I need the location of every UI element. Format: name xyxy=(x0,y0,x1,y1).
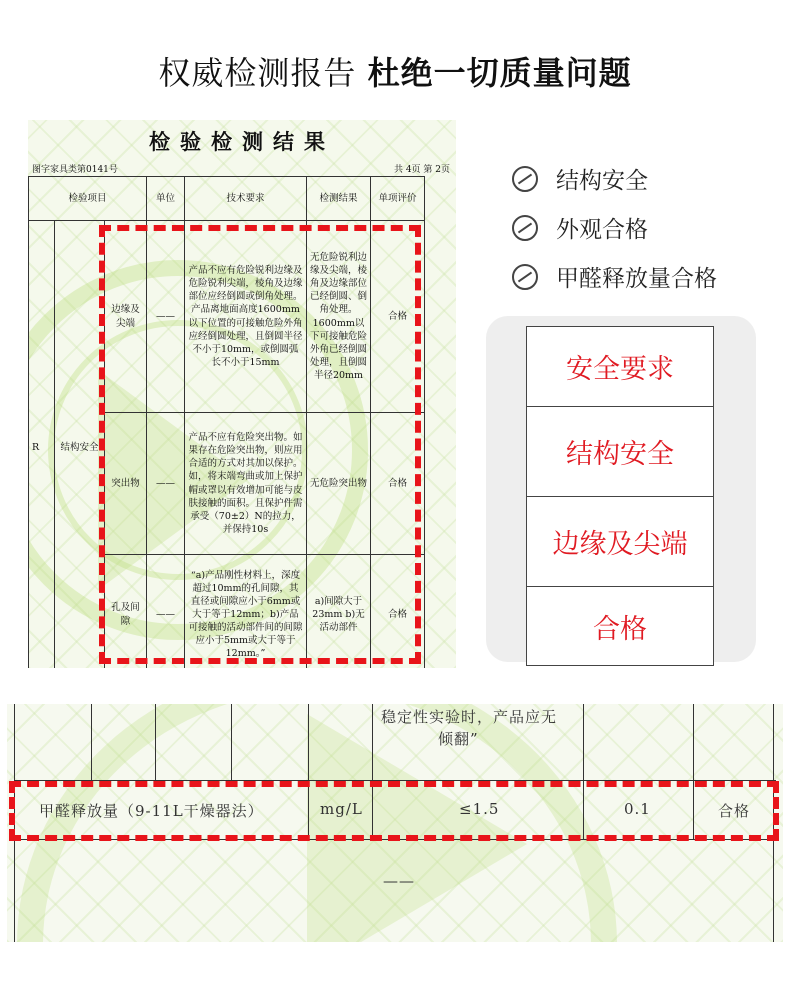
slashed-circle-icon xyxy=(512,264,538,290)
group-label: 结构安全 xyxy=(55,221,105,669)
unit-cell: —— xyxy=(147,221,185,413)
item-label: 孔及间隙 xyxy=(105,555,147,669)
requirement-cell: ≤1.5 xyxy=(459,800,500,818)
summary-cell: 安全要求 xyxy=(527,327,713,407)
summary-cell: 结构安全 xyxy=(527,407,713,497)
report-page-info: 共 4页 第 2页 xyxy=(393,165,450,175)
table-gridline xyxy=(231,704,232,780)
checklist-label: 甲醛释放量合格 xyxy=(556,266,717,292)
highlight-frame-top xyxy=(99,225,421,664)
requirement-cell: “a)产品刚性材料上，深度超过10mm的孔间隙，其直径或间隙应小于6mm或大于等于12mm；b)产品可接触的活动部件间的间隙应小于5mm或大于等于12mm。” xyxy=(185,555,307,669)
table-gridline xyxy=(155,704,156,780)
checklist-item xyxy=(512,154,717,203)
empty-dash-cell: —— xyxy=(383,872,415,890)
slashed-circle-icon xyxy=(512,215,538,241)
evaluation-cell: 合格 xyxy=(371,221,425,413)
result-cell: 0.1 xyxy=(624,800,651,818)
highlight-frame-bottom xyxy=(9,781,779,841)
evaluation-cell: 合格 xyxy=(718,802,751,820)
table-gridline xyxy=(91,704,92,780)
report-number: 图字家具类第0141号 xyxy=(32,165,118,175)
requirement-cell: 产品不应有危险突出物。如果存在危险突出物，则应用合适的方式对其加以保护。如，将末端弯曲或加上保护帽或罩以有效增加可能与皮肤接触的面积。且保护件需承受（70±2）N的拉力，并保持10s xyxy=(185,413,307,555)
prior-row-text: 倾翻” xyxy=(438,730,479,748)
summary-box xyxy=(526,326,714,666)
summary-cell: 边缘及尖端 xyxy=(527,497,713,587)
header-unit: 单位 xyxy=(147,177,185,221)
unit-cell: mg/L xyxy=(320,800,363,818)
header-evaluation: 单项评价 xyxy=(371,177,425,221)
checklist-item xyxy=(512,252,717,301)
checklist xyxy=(512,154,717,301)
headline-part-2: 杜绝一切质量问题 xyxy=(367,54,632,92)
unit-cell: —— xyxy=(147,555,185,669)
header-result: 检测结果 xyxy=(307,177,371,221)
slashed-circle-icon xyxy=(512,166,538,192)
headline-part-1: 权威检测报告 xyxy=(158,54,357,92)
evaluation-cell: 合格 xyxy=(371,555,425,669)
item-label: 突出物 xyxy=(105,413,147,555)
prior-row-text: 稳定性实验时，产品应无 xyxy=(381,708,558,726)
unit-cell: —— xyxy=(147,413,185,555)
evaluation-cell: 合格 xyxy=(371,413,425,555)
result-cell: 无危险锐利边缘及尖端，棱角及边缘部位已经倒圆、倒角处理。1600mm以下可接触危险外角已经倒圆处理，且倒圆半径20mm xyxy=(307,221,371,413)
checklist-label: 结构安全 xyxy=(556,168,648,194)
result-cell: 无危险突出物 xyxy=(307,413,371,555)
row-marker: R xyxy=(29,221,55,669)
page-headline xyxy=(0,48,790,94)
result-cell: a)间隙大于23mm b)无活动部件 xyxy=(307,555,371,669)
requirement-cell: 产品不应有危险锐利边缘及危险锐利尖端，棱角及边缘部位应经倒圆或倒角处理。产品离地面高度1600mm以下位置的可接触危险外角应经倒圆处理，且倒圆半径不小于10mm，或倒圆弧长不小于15mm xyxy=(185,221,307,413)
summary-cell: 合格 xyxy=(593,613,647,645)
report-title: 检验检测结果 xyxy=(149,129,335,154)
header-item: 检验项目 xyxy=(29,177,147,221)
checklist-label: 外观合格 xyxy=(556,217,648,243)
table-header-row xyxy=(29,177,425,221)
header-requirement: 技术要求 xyxy=(185,177,307,221)
item-label: 边缘及尖端 xyxy=(105,221,147,413)
item-label: 甲醛释放量（9-11L干燥器法） xyxy=(39,802,264,820)
checklist-item xyxy=(512,203,717,252)
summary-panel xyxy=(486,316,756,662)
